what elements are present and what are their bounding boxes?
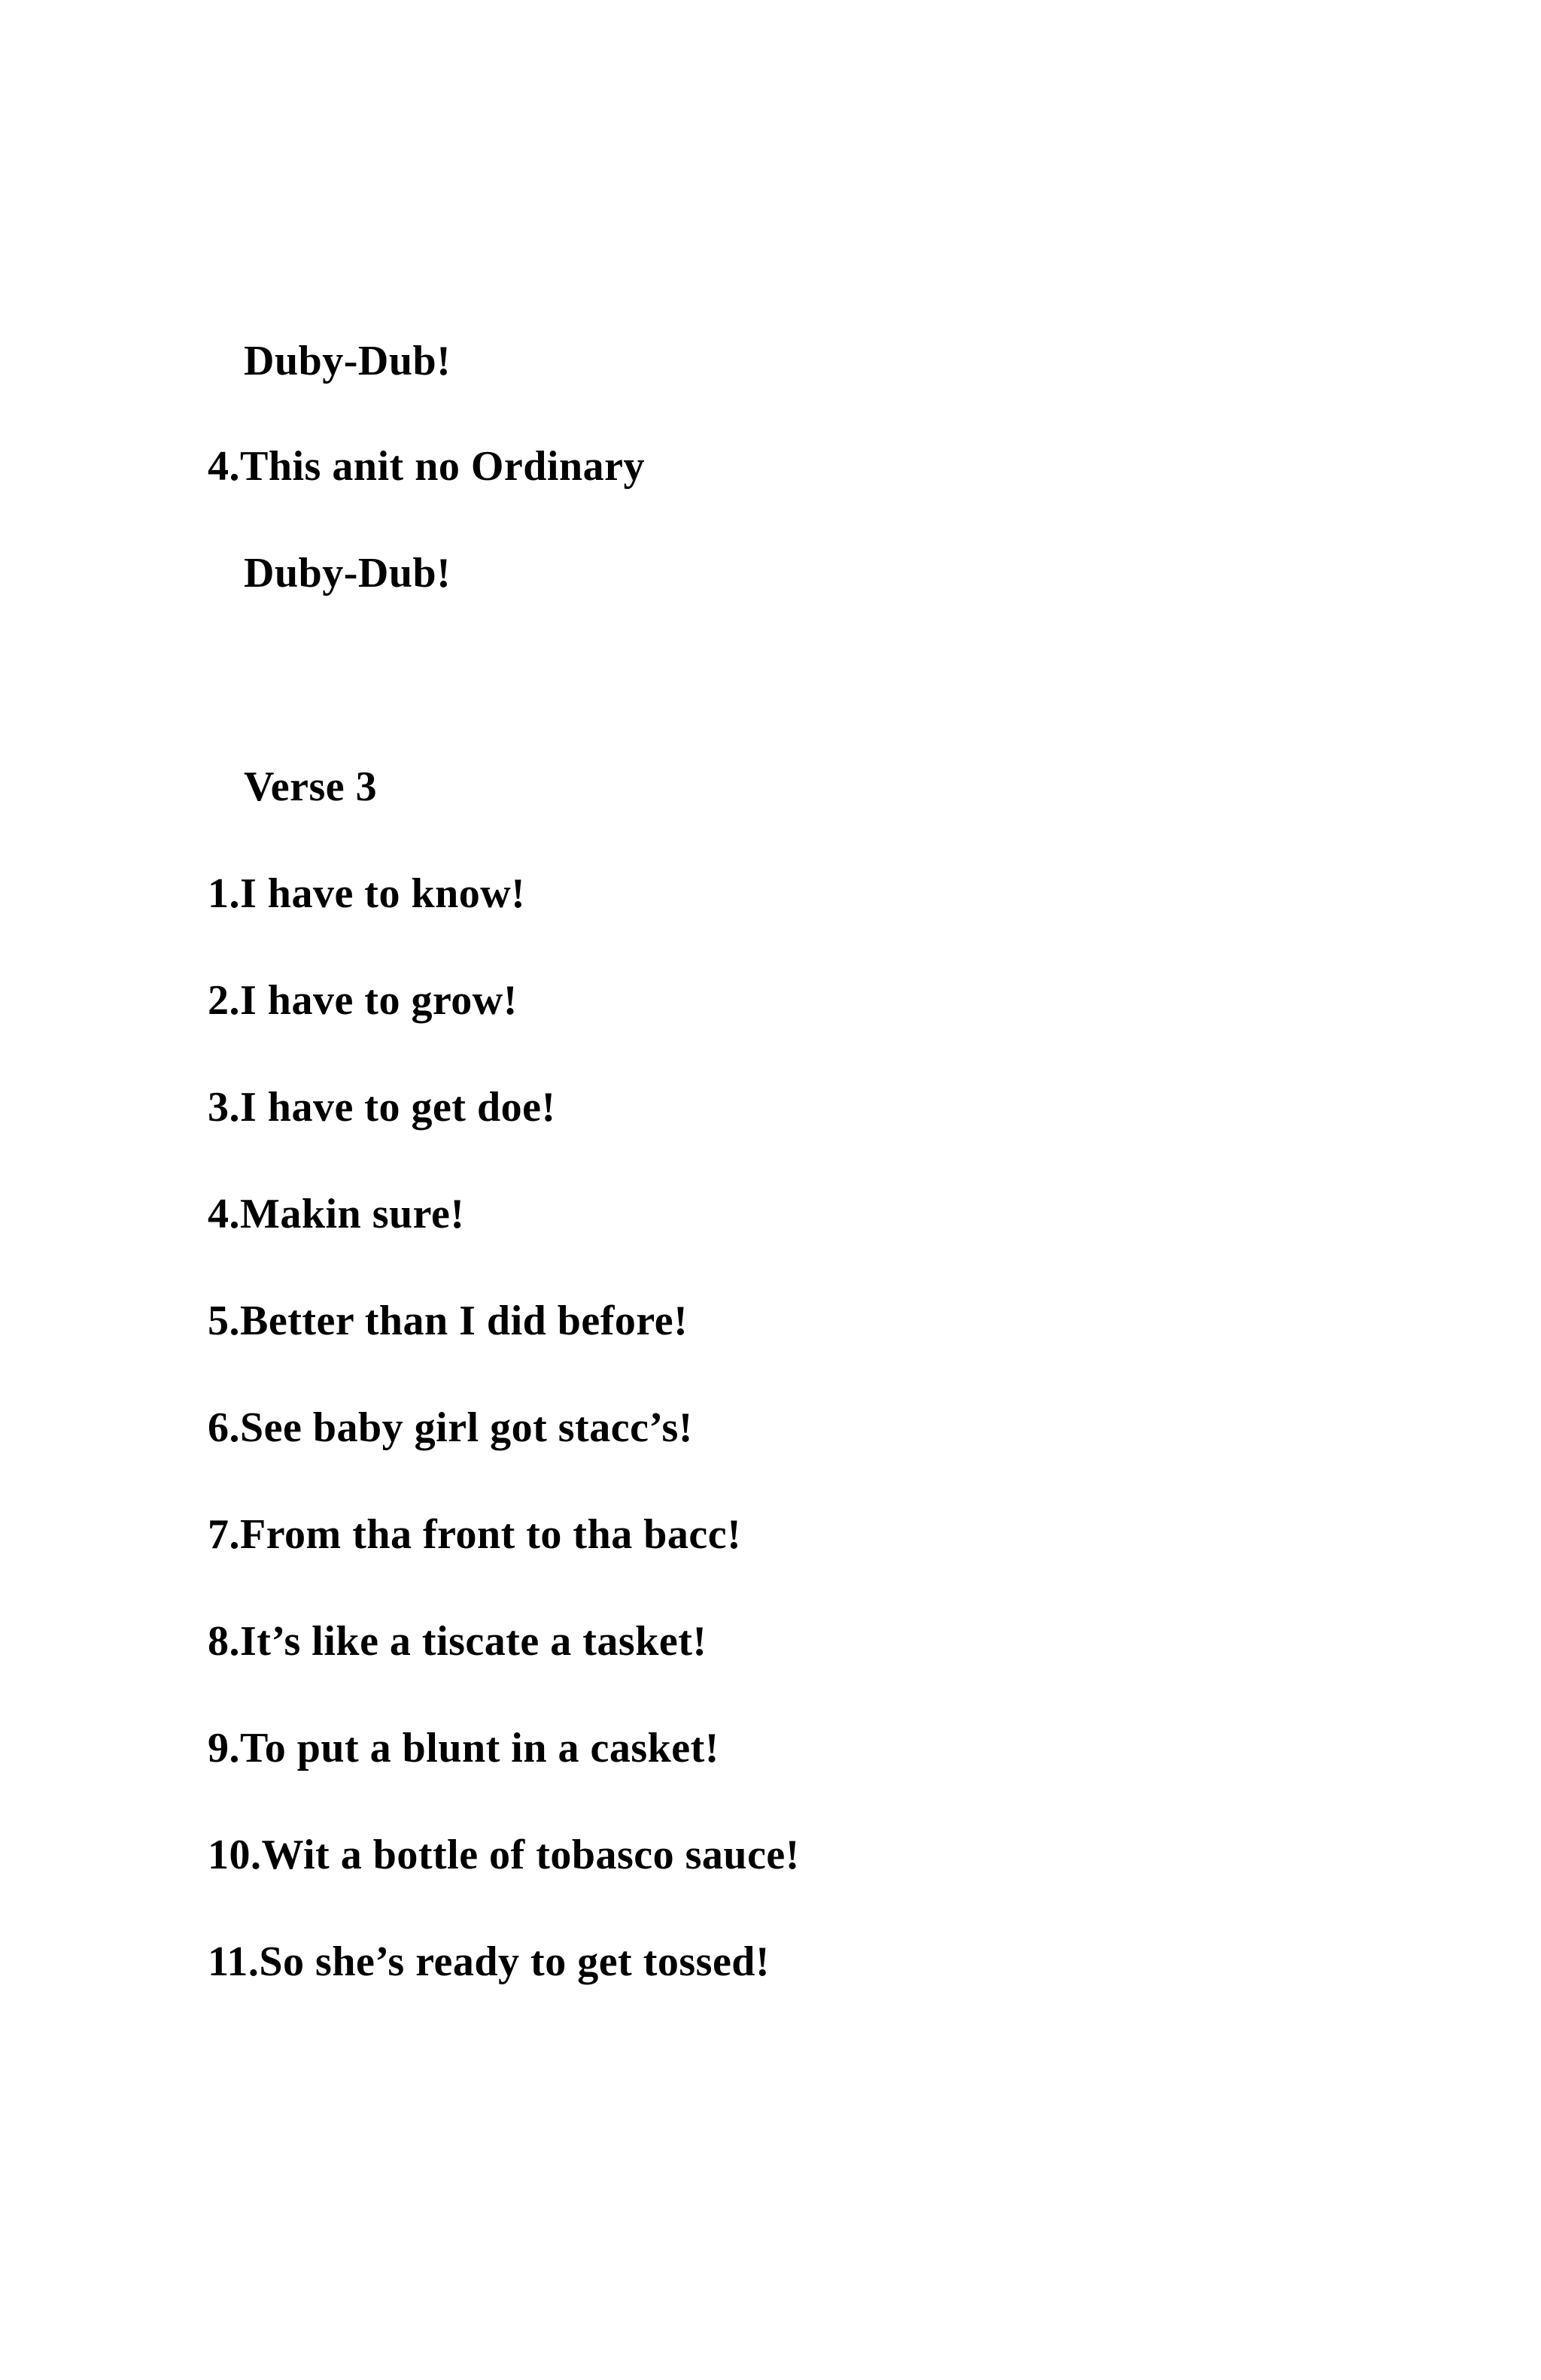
verse-line-6: 6.See baby girl got stacc’s! xyxy=(208,1404,693,1451)
lyric-line-dubydub-2: Duby-Dub! xyxy=(244,550,451,597)
verse-line-10: 10.Wit a bottle of tobasco sauce! xyxy=(208,1832,800,1878)
verse-line-9: 9.To put a blunt in a casket! xyxy=(208,1725,719,1771)
verse-line-3: 3.I have to get doe! xyxy=(208,1084,556,1131)
verse-line-4: 4.Makin sure! xyxy=(208,1191,465,1237)
verse-line-7: 7.From tha front to tha bacc! xyxy=(208,1511,742,1558)
verse-line-5: 5.Better than I did before! xyxy=(208,1298,688,1344)
verse-line-11: 11.So she’s ready to get tossed! xyxy=(208,1938,770,1985)
verse-line-2: 2.I have to grow! xyxy=(208,977,518,1024)
verse-line-8: 8.It’s like a tiscate a tasket! xyxy=(208,1618,707,1665)
verse-line-1: 1.I have to know! xyxy=(208,870,526,917)
lyric-line-prev-4: 4.This anit no Ordinary xyxy=(208,443,645,490)
verse-heading: Verse 3 xyxy=(244,763,378,810)
lyric-line-dubydub-1: Duby-Dub! xyxy=(244,338,451,384)
